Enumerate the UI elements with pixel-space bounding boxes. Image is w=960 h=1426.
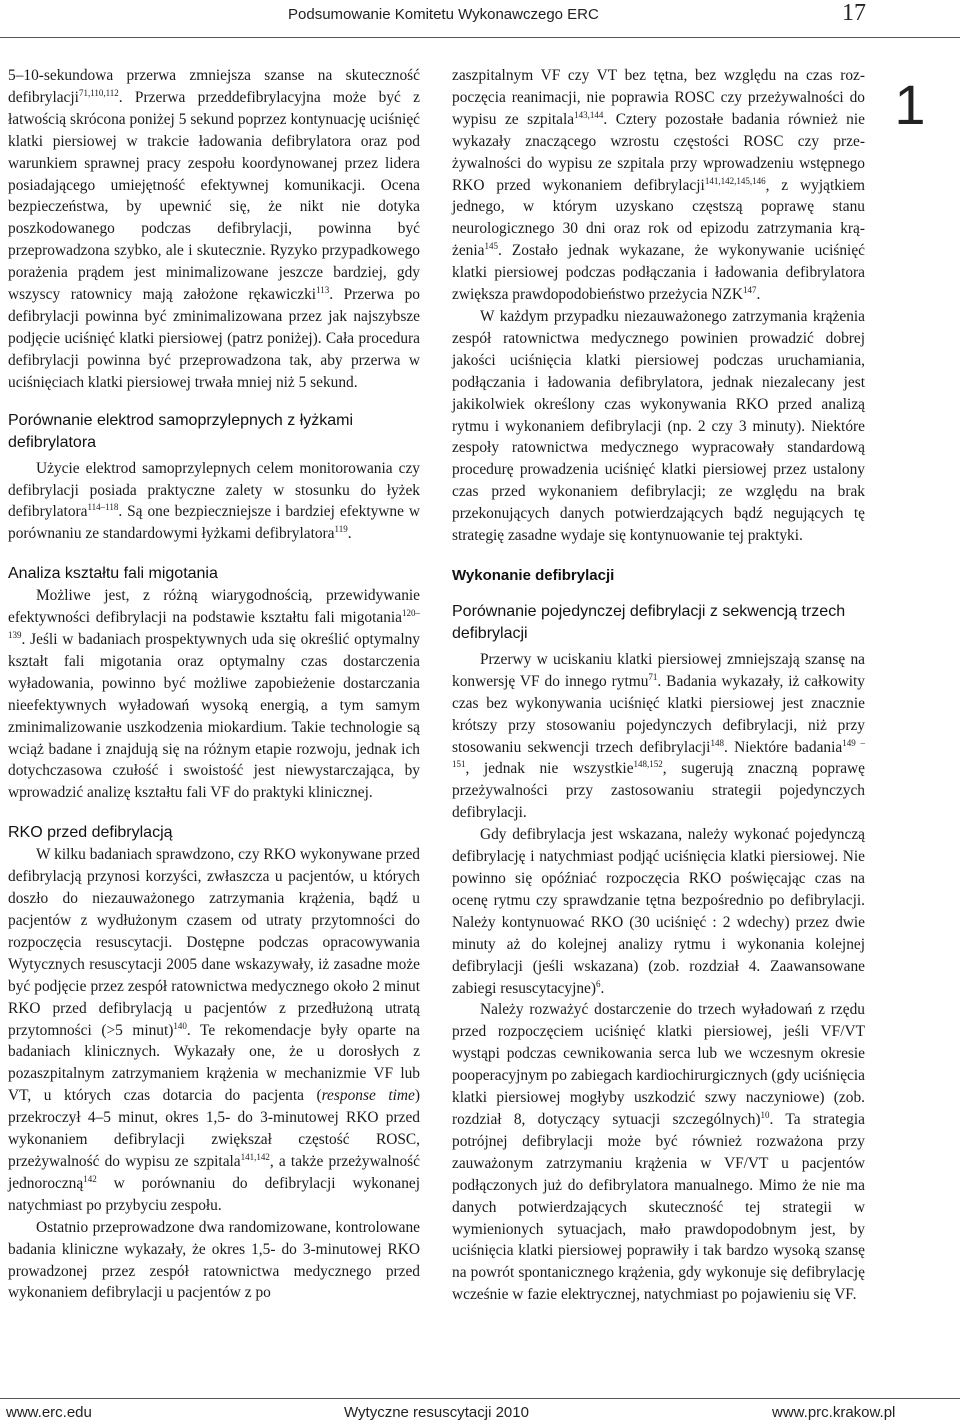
page-number: 17 bbox=[842, 0, 866, 26]
footer-title: Wytyczne resuscytacji 2010 bbox=[344, 1404, 529, 1421]
subsection-heading: Porównanie pojedynczej defibrylacji z sekwencją trzech defibrylacji bbox=[452, 602, 846, 642]
right-column bbox=[452, 65, 865, 1306]
citation: 141,142,145,146 bbox=[704, 175, 766, 186]
citation: 71,110,112 bbox=[78, 87, 119, 98]
chapter-number: 1 bbox=[894, 73, 926, 136]
section-heading: Analiza kształtu fali migotania bbox=[8, 565, 218, 583]
page-header bbox=[0, 0, 960, 40]
citation: 147 bbox=[743, 285, 757, 296]
citation: 71 bbox=[648, 671, 658, 682]
citation: 119 bbox=[334, 524, 348, 535]
citation: 113 bbox=[316, 285, 330, 296]
running-title: Podsumowanie Komitetu Wykonawczego ERC bbox=[288, 6, 599, 23]
citation: 114–118 bbox=[87, 502, 119, 513]
citation: 149 – 151 bbox=[452, 737, 866, 770]
paragraph: W każdym przypadku niezauważonego zatrzymania krążenia zespół ratownictwa medycznego powinien prowadzić dobrej jakości uciśnięcia klatki piersiowej podczas uruchamiania, podłączania i ładowania defibrylatora, jednak niezalecany jest jakikolwiek określony czas wykonywania RKO przed analizą rytmu i wykonaniem defibrylacji (np. 2 czy 3 minuty). Niektóre zespoły ratownictwa medycznego wypracowały standardową procedurę prowadzenia uciśnięć klatki piersiowej przez ustalony czas przed wykonaniem defibrylacji; ze względu na brak przekonujących danych potwierdzających bądź negujących tę strategię zasadne wydaje się kontynuowanie tej praktyki. bbox=[452, 307, 865, 545]
citation: 140 bbox=[173, 1020, 187, 1031]
citation: 143,144 bbox=[574, 109, 604, 120]
paragraph: Możliwe jest, z różną wiarygodnością, przewidywanie efektywności defibrylacji na podstawie kształtu fali migotania$^{120-139}$. Jeśli w badaniach prospektywnych uda się określić optymalny kształt fali migotania oraz optymalny czas dostarczenia wyładowania, powinno być możliwe zapobieżenie dostarczania nieefektywnych wyładowań wysoką energią, a tym samym zminimalizowanie uszkodzenia miokardium. Takie technologie są wciąż badane i znajdują się na różnym etapie rozwoju, jednak ich dotychczasowa czułość i swoistość jest niewystarczająca, by wprowadzić analizę kształtu fali VF do praktyki klinicznej. bbox=[8, 587, 420, 802]
section-heading: Wykonanie defibrylacji bbox=[452, 566, 615, 584]
header-rule bbox=[0, 37, 960, 38]
paragraph: Użycie elektrod samoprzylepnych celem monitorowania czy defibrylacji posiada praktyczne zalety w stosunku do łyżek defibrylatora$^{114-118}$. Są one bezpieczniejsze i bardziej efektywne w porównaniu ze standardowymi łyżkami defibrylatora$^{119}$. bbox=[8, 459, 420, 543]
section-heading: RKO przed defibrylacją bbox=[8, 824, 173, 842]
citation: 120–139 bbox=[8, 608, 420, 641]
paragraph: zaszpitalnym VF czy VT bez tętna, bez względu na czas rozpoczęcia reanimacji, nie poprawia ROSC czy przeżywalności do wypisu ze szpitala$^{143,144}$. Cztery pozostałe badania również nie wykazały znaczącego wzrostu częstości ROSC czy przeżywalności do wypisu ze szpitala przy wprowadzeniu wstępnego RKO przed wykonaniem defibrylacji$^{141,142,145,146}$, z wyjątkiem jednego, w którym uzyskano częstszą poprawę stanu neurologicznego 30 dni oraz rok od epizodu zatrzymania krążenia$^{145}$. Zostało jednak wykazane, że wykonywanie uciśnięć klatki piersiowej podczas podłączania i ładowania defibrylatora zwiększa prawdopodobieństwo przeżycia NZK$^{147}$. bbox=[452, 67, 866, 304]
footer-link-erc[interactable]: www.erc.edu bbox=[6, 1404, 92, 1421]
left-column bbox=[8, 65, 420, 1304]
citation: 142 bbox=[83, 1173, 97, 1184]
paragraph: W kilku badaniach sprawdzono, czy RKO wykonywane przed defibrylacją przynosi korzyści, zwłaszcza u pacjentów, u których doszło do niezauważonego zatrzymania krążenia, bądź u pacjentów z wydłużonym czasem od utraty przytomności do rozpoczęcia resuscytacji. Dostępne podczas opracowywania Wytycznych resuscytacji 2005 dane wskazywały, iż zasadne może być podjęcie przez zespół ratownictwa medycznego około 2 minut RKO przed defibrylacją u pacjentów z przedłużoną utratą przytomności (>5 minut)$^{140}$. Te rekomendacje były oparte na badaniach klinicznych. Wykazały one, że u dorosłych z pozaszpitalnym zatrzymaniem krążenia w mechanizmie VF lub VT, u których czas dotarcia do pacjenta (response time) przekroczył 4–5 minut, okres 1,5- do 3-minutowej RKO przed wykonaniem defibrylacji zwiększał częstość ROSC, przeżywalność do wypisu ze szpitala$^{141,142}$, a także przeżywalność jednoroczną$^{142}$ w porównaniu do defibrylacji wykonanej natychmiast po przybyciu zespołu. bbox=[8, 846, 420, 1214]
paragraph: Ostatnio przeprowadzone dwa randomizowane, kontrolowane badania kliniczne wykazały, że okres 1,5- do 3-minutowej RKO prowadzonej przez zespół ratownictwa medycznego przed wykonaniem defibrylacji u pacjentów z po bbox=[8, 1218, 420, 1302]
citation: 141,142 bbox=[240, 1151, 270, 1162]
paragraph: Przerwy w uciskaniu klatki piersiowej zmniejszają szansę na konwersję VF do innego rytmu$^{71}$. Badania wykazały, iż całkowity czas bez wykonywania uciśnięć klatki piersiowej jest znacznie krótszy przy stosowaniu pojedynczych defibrylacji, niż przy stosowaniu sekwencji trzech defibrylacji$^{148}$. Niektóre badania$^{149 - 151}$, jednak nie wszystkie$^{148,152}$, sugerują znaczną poprawę przeżywalności przy zastosowaniu strategii pojedynczych defibrylacji. bbox=[452, 650, 866, 822]
citation: 6 bbox=[596, 978, 601, 989]
page-footer bbox=[0, 1398, 960, 1426]
citation: 148 bbox=[710, 737, 724, 748]
footer-link-prc[interactable]: www.prc.krakow.pl bbox=[772, 1404, 896, 1421]
citation: 10 bbox=[760, 1109, 770, 1120]
section-heading: Porównanie elektrod samoprzylepnych z łyżkami defibrylatora bbox=[8, 411, 354, 451]
footer-rule bbox=[0, 1398, 960, 1399]
paragraph: Należy rozważyć dostarczenie do trzech wyładowań z rzędu przed rozpoczęciem uciśnięć klatki piersiowej, jeśli VF/VT wystąpi podczas cewnikowania serca lub we wczesnym okresie pooperacyjnym po zabiegach kardiochirurgicznych (gdy uciśnięcia klatki piersiowej mogłyby uszkodzić szwy naczyniowe) (zob. rozdział 8, dotyczący sytuacji szczególnych)$^{10}$. Ta strategia potrójnej defibrylacji może być również rozważona przy zauważonym zatrzymaniu krążenia w VF/VT u pacjentów podłączonych już do defibrylatora manualnego. Mimo że nie ma danych potwierdzających skuteczność tej strategii w wymienionych sytuacjach, mało prawdopodobnym jest, by uciśnięcia klatki piersiowej poprawiły i tak bardzo wysoką szansę na powrót spontanicznego krążenia, gdy wykonuje się defibrylację wcześnie w fazie elektrycznej, natychmiast po pojawieniu się VF. bbox=[452, 1001, 865, 1304]
paragraph: 5–10-sekundowa przerwa zmniejsza szanse na skuteczność defibrylacji$^{71,110,112}$. Przerwa przeddefibrylacyjna może być z łatwością skrócona poniżej 5 sekund poprzez kontynuację uciśnięć klatki piersiowej w trakcie ładowania defibrylatora oraz pod warunkiem sprawnej pracy zespołu koordynowanej przez lidera posiadającego umiejętność efektywnej komunikacji. Ocena bezpieczeństwa, by upewnić się, że nikt nie dotyka poszkodowanego podczas defibrylacji, powinna być przeprowadzona szybko, ale i skutecznie. Ryzyko przypadkowego porażenia prądem jest minimalizowane jeszcze bardziej, gdy wszyscy ratownicy mają założone rękawiczki$^{113}$. Przerwa po defibrylacji powinna być zminimalizowana przez jak najszybsze podjęcie uciśnięć klatki piersiowej (patrz poniżej). Cała procedura defibrylacji powinna być przeprowadzona tak, aby przerwa w uciśnięciach klatki piersiowej trwała mniej niż 5 sekund. bbox=[8, 67, 420, 391]
citation: 148,152 bbox=[633, 759, 663, 770]
citation: 145 bbox=[484, 241, 498, 252]
paragraph: Gdy defibrylacja jest wskazana, należy wykonać pojedynczą defibrylację i natychmiast podjąć uciśnięcia klatki piersiowej. Nie powinno się opóźniać rozpoczęcia RKO poświęcając czas na ocenę rytmu czy sprawdzanie tętna bezpośrednio po defibrylacji. Należy kontynuować RKO (30 uciśnięć : 2 wdechy) przez dwie minuty aż do kolejnej analizy rytmu i wykonania kolejnej defibrylacji (jeśli wskazana) (zob. rozdział 4. Zaawansowane zabiegi resuscytacyjne)$^6$. bbox=[452, 826, 865, 997]
